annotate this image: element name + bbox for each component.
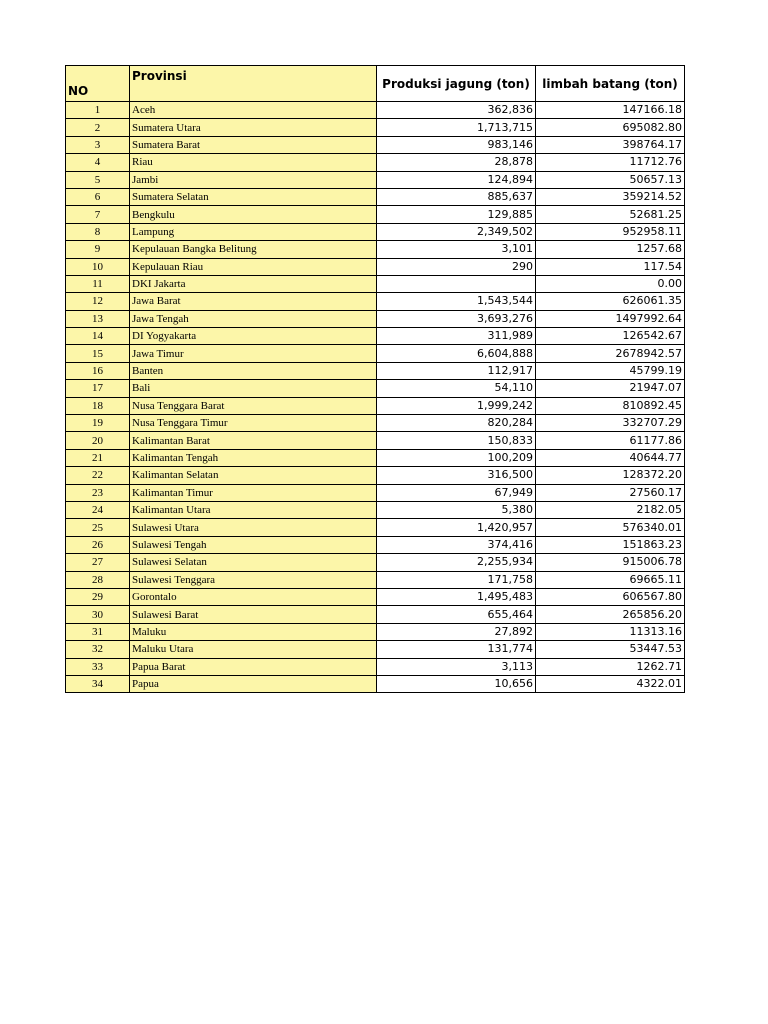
table-row [66,588,685,605]
cell-provinsi: Sumatera Utara [130,119,377,136]
table-row [66,675,685,692]
cell-limbah: 27560.17 [536,484,685,501]
table-row [66,136,685,153]
table-row [66,310,685,327]
table-row [66,328,685,345]
cell-no: 33 [66,658,130,675]
cell-no: 16 [66,362,130,379]
cell-limbah: 2182.05 [536,501,685,518]
table-row [66,345,685,362]
cell-produksi: 1,495,483 [377,588,536,605]
cell-produksi: 820,284 [377,415,536,432]
cell-produksi: 67,949 [377,484,536,501]
cell-produksi: 885,637 [377,188,536,205]
cell-provinsi: Riau [130,154,377,171]
cell-provinsi: Sulawesi Barat [130,606,377,623]
cell-provinsi: Kalimantan Barat [130,432,377,449]
cell-provinsi: Kalimantan Selatan [130,467,377,484]
cell-produksi: 171,758 [377,571,536,588]
cell-no: 26 [66,536,130,553]
cell-provinsi: Kepulauan Riau [130,258,377,275]
table-row [66,606,685,623]
table-row [66,380,685,397]
table-row [66,554,685,571]
cell-no: 24 [66,501,130,518]
cell-limbah: 11313.16 [536,623,685,640]
table-row [66,467,685,484]
table-row [66,415,685,432]
table-row [66,571,685,588]
cell-no: 34 [66,675,130,692]
table-row [66,171,685,188]
cell-limbah: 11712.76 [536,154,685,171]
cell-no: 28 [66,571,130,588]
cell-provinsi: Sumatera Barat [130,136,377,153]
cell-no: 7 [66,206,130,223]
cell-provinsi: Kalimantan Timur [130,484,377,501]
cell-no: 25 [66,519,130,536]
cell-limbah: 52681.25 [536,206,685,223]
cell-produksi: 374,416 [377,536,536,553]
table-row [66,501,685,518]
cell-limbah: 576340.01 [536,519,685,536]
cell-limbah: 1497992.64 [536,310,685,327]
cell-limbah: 695082.80 [536,119,685,136]
cell-no: 13 [66,310,130,327]
cell-provinsi: Nusa Tenggara Barat [130,397,377,414]
cell-no: 3 [66,136,130,153]
cell-produksi: 290 [377,258,536,275]
cell-provinsi: Jambi [130,171,377,188]
table-row [66,223,685,240]
table-body [66,66,685,693]
cell-no: 29 [66,588,130,605]
table-row [66,275,685,292]
table-row [66,362,685,379]
cell-limbah: 626061.35 [536,293,685,310]
cell-produksi: 150,833 [377,432,536,449]
cell-no: 1 [66,102,130,119]
cell-limbah: 53447.53 [536,641,685,658]
table-row [66,102,685,119]
cell-no: 15 [66,345,130,362]
cell-no: 2 [66,119,130,136]
cell-produksi: 131,774 [377,641,536,658]
cell-no: 10 [66,258,130,275]
cell-limbah: 1257.68 [536,241,685,258]
cell-limbah: 606567.80 [536,588,685,605]
cell-provinsi: Lampung [130,223,377,240]
table-row [66,658,685,675]
cell-produksi: 1,543,544 [377,293,536,310]
cell-no: 20 [66,432,130,449]
cell-limbah: 117.54 [536,258,685,275]
cell-limbah: 265856.20 [536,606,685,623]
cell-no: 30 [66,606,130,623]
cell-produksi: 3,101 [377,241,536,258]
cell-produksi: 112,917 [377,362,536,379]
cell-produksi: 362,836 [377,102,536,119]
cell-no: 6 [66,188,130,205]
cell-provinsi: Banten [130,362,377,379]
cell-no: 12 [66,293,130,310]
cell-produksi: 6,604,888 [377,345,536,362]
cell-no: 22 [66,467,130,484]
cell-provinsi: Sulawesi Tenggara [130,571,377,588]
table-row [66,623,685,640]
cell-no: 18 [66,397,130,414]
cell-limbah: 359214.52 [536,188,685,205]
cell-provinsi: Sumatera Selatan [130,188,377,205]
cell-no: 17 [66,380,130,397]
cell-provinsi: Papua [130,675,377,692]
table-row [66,484,685,501]
cell-limbah: 398764.17 [536,136,685,153]
cell-limbah: 61177.86 [536,432,685,449]
cell-provinsi: Jawa Tengah [130,310,377,327]
cell-provinsi: DI Yogyakarta [130,328,377,345]
cell-produksi: 27,892 [377,623,536,640]
cell-provinsi: Maluku [130,623,377,640]
cell-produksi: 2,349,502 [377,223,536,240]
cell-produksi: 316,500 [377,467,536,484]
table-row [66,258,685,275]
header-no: NO [66,66,130,102]
cell-no: 9 [66,241,130,258]
table-row [66,154,685,171]
table-row [66,241,685,258]
cell-provinsi: Kalimantan Utara [130,501,377,518]
header-provinsi: Provinsi [130,66,377,102]
cell-no: 8 [66,223,130,240]
cell-limbah: 0.00 [536,275,685,292]
cell-produksi: 28,878 [377,154,536,171]
cell-provinsi: Gorontalo [130,588,377,605]
cell-limbah: 45799.19 [536,362,685,379]
cell-limbah: 4322.01 [536,675,685,692]
cell-no: 31 [66,623,130,640]
cell-produksi: 129,885 [377,206,536,223]
header-produksi: Produksi jagung (ton) [377,66,536,102]
cell-limbah: 952958.11 [536,223,685,240]
cell-no: 21 [66,449,130,466]
cell-limbah: 151863.23 [536,536,685,553]
cell-no: 32 [66,641,130,658]
cell-limbah: 50657.13 [536,171,685,188]
table-row [66,449,685,466]
table-row [66,536,685,553]
cell-provinsi: Maluku Utara [130,641,377,658]
cell-provinsi: Aceh [130,102,377,119]
cell-limbah: 332707.29 [536,415,685,432]
cell-limbah: 810892.45 [536,397,685,414]
cell-provinsi: Jawa Timur [130,345,377,362]
table-row [66,397,685,414]
cell-no: 4 [66,154,130,171]
cell-provinsi: Sulawesi Utara [130,519,377,536]
header-row [66,66,685,102]
table-row [66,119,685,136]
cell-limbah: 147166.18 [536,102,685,119]
table-row [66,432,685,449]
cell-limbah: 128372.20 [536,467,685,484]
cell-produksi: 3,113 [377,658,536,675]
header-limbah: limbah batang (ton) [536,66,685,102]
cell-produksi: 2,255,934 [377,554,536,571]
cell-provinsi: Kalimantan Tengah [130,449,377,466]
cell-limbah: 69665.11 [536,571,685,588]
cell-provinsi: DKI Jakarta [130,275,377,292]
cell-produksi: 983,146 [377,136,536,153]
cell-produksi: 311,989 [377,328,536,345]
cell-limbah: 1262.71 [536,658,685,675]
cell-produksi [377,275,536,292]
data-table [65,65,685,693]
cell-provinsi: Nusa Tenggara Timur [130,415,377,432]
table-row [66,188,685,205]
cell-provinsi: Sulawesi Selatan [130,554,377,571]
cell-limbah: 915006.78 [536,554,685,571]
cell-produksi: 10,656 [377,675,536,692]
cell-no: 11 [66,275,130,292]
cell-no: 27 [66,554,130,571]
cell-produksi: 3,693,276 [377,310,536,327]
cell-produksi: 1,999,242 [377,397,536,414]
cell-no: 5 [66,171,130,188]
cell-no: 23 [66,484,130,501]
table-row [66,293,685,310]
cell-limbah: 2678942.57 [536,345,685,362]
table-row [66,641,685,658]
cell-no: 14 [66,328,130,345]
cell-produksi: 124,894 [377,171,536,188]
cell-limbah: 40644.77 [536,449,685,466]
cell-limbah: 126542.67 [536,328,685,345]
cell-provinsi: Kepulauan Bangka Belitung [130,241,377,258]
cell-produksi: 655,464 [377,606,536,623]
cell-produksi: 1,713,715 [377,119,536,136]
cell-provinsi: Jawa Barat [130,293,377,310]
cell-produksi: 54,110 [377,380,536,397]
cell-no: 19 [66,415,130,432]
cell-produksi: 1,420,957 [377,519,536,536]
cell-provinsi: Sulawesi Tengah [130,536,377,553]
cell-provinsi: Papua Barat [130,658,377,675]
cell-produksi: 100,209 [377,449,536,466]
table-row [66,206,685,223]
cell-provinsi: Bengkulu [130,206,377,223]
cell-provinsi: Bali [130,380,377,397]
table-row [66,519,685,536]
cell-produksi: 5,380 [377,501,536,518]
cell-limbah: 21947.07 [536,380,685,397]
